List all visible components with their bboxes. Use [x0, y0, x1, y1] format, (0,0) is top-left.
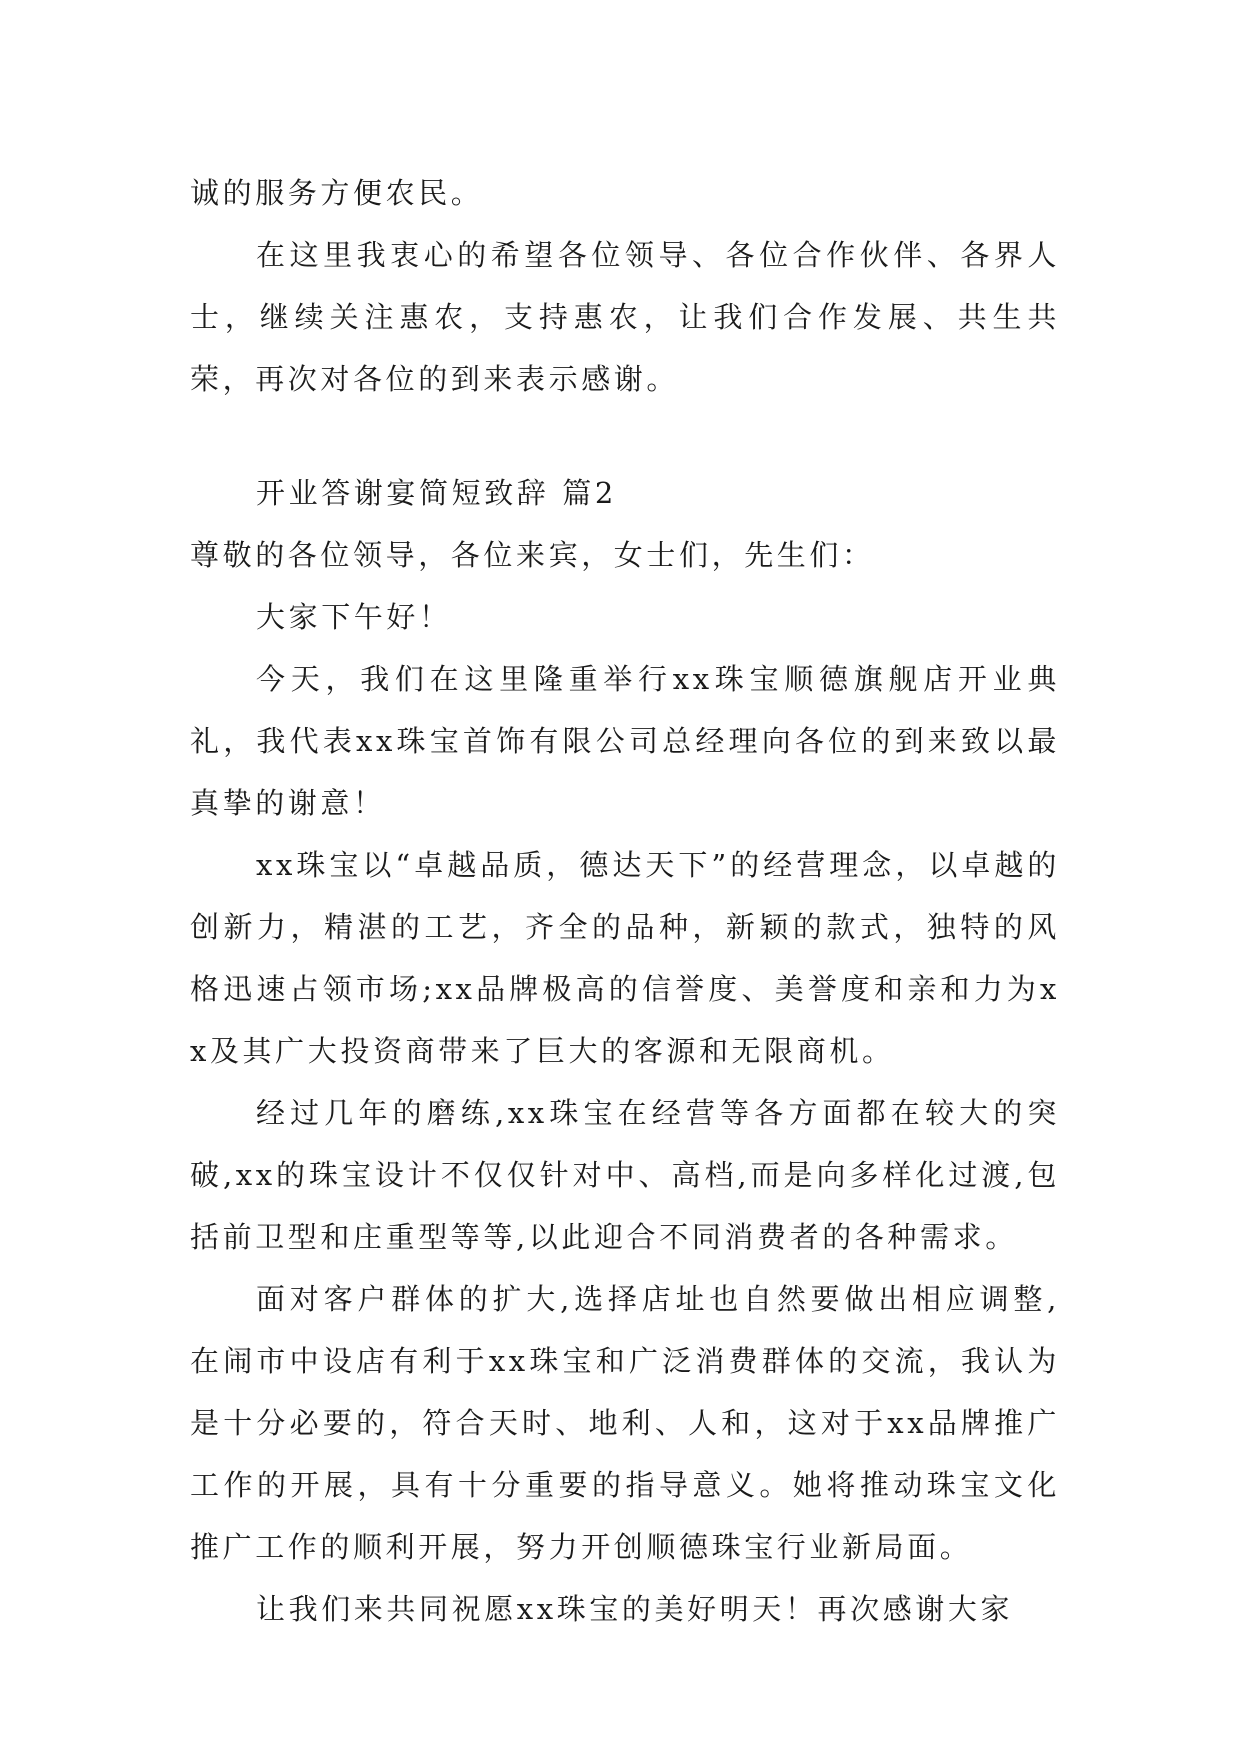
paragraph: 面对客户群体的扩大,选择店址也自然要做出相应调整,在闹市中设店有利于xx珠宝和广泛消费群体的交流，我认为是十分必要的，符合天时、地利、人和，这对于xx品牌推广工作的开展，具有十分重要的指导意义。她将推动珠宝文化推广工作的顺利开展，努力开创顺德珠宝行业新局面。 — [190, 1282, 1060, 1564]
paragraph: 在这里我衷心的希望各位领导、各位合作伙伴、各界人士，继续关注惠农，支持惠农，让我们合作发展、共生共荣，再次对各位的到来表示感谢。 — [190, 238, 1060, 396]
paragraph: 诚的服务方便农民。 — [190, 176, 484, 210]
paragraph: 大家下午好！ — [256, 600, 452, 634]
document-page — [190, 162, 1060, 1640]
paragraph: 经过几年的磨练,xx珠宝在经营等各方面都在较大的突破,xx的珠宝设计不仅仅针对中、高档,而是向多样化过渡,包括前卫型和庄重型等等,以此迎合不同消费者的各种需求。 — [190, 1096, 1060, 1254]
salutation: 尊敬的各位领导，各位来宾，女士们，先生们： — [190, 538, 875, 572]
section-heading: 开业答谢宴简短致辞 篇2 — [256, 476, 617, 510]
paragraph: xx珠宝以“卓越品质，德达天下”的经营理念，以卓越的创新力，精湛的工艺，齐全的品种，新颖的款式，独特的风格迅速占领市场;xx品牌极高的信誉度、美誉度和亲和力为xx及其广大投资商带来了巨大的客源和无限商机。 — [190, 848, 1060, 1068]
paragraph: 今天，我们在这里隆重举行xx珠宝顺德旗舰店开业典礼，我代表xx珠宝首饰有限公司总经理向各位的到来致以最真挚的谢意！ — [190, 662, 1060, 820]
paragraph: 让我们来共同祝愿xx珠宝的美好明天！再次感谢大家 — [256, 1592, 1014, 1626]
